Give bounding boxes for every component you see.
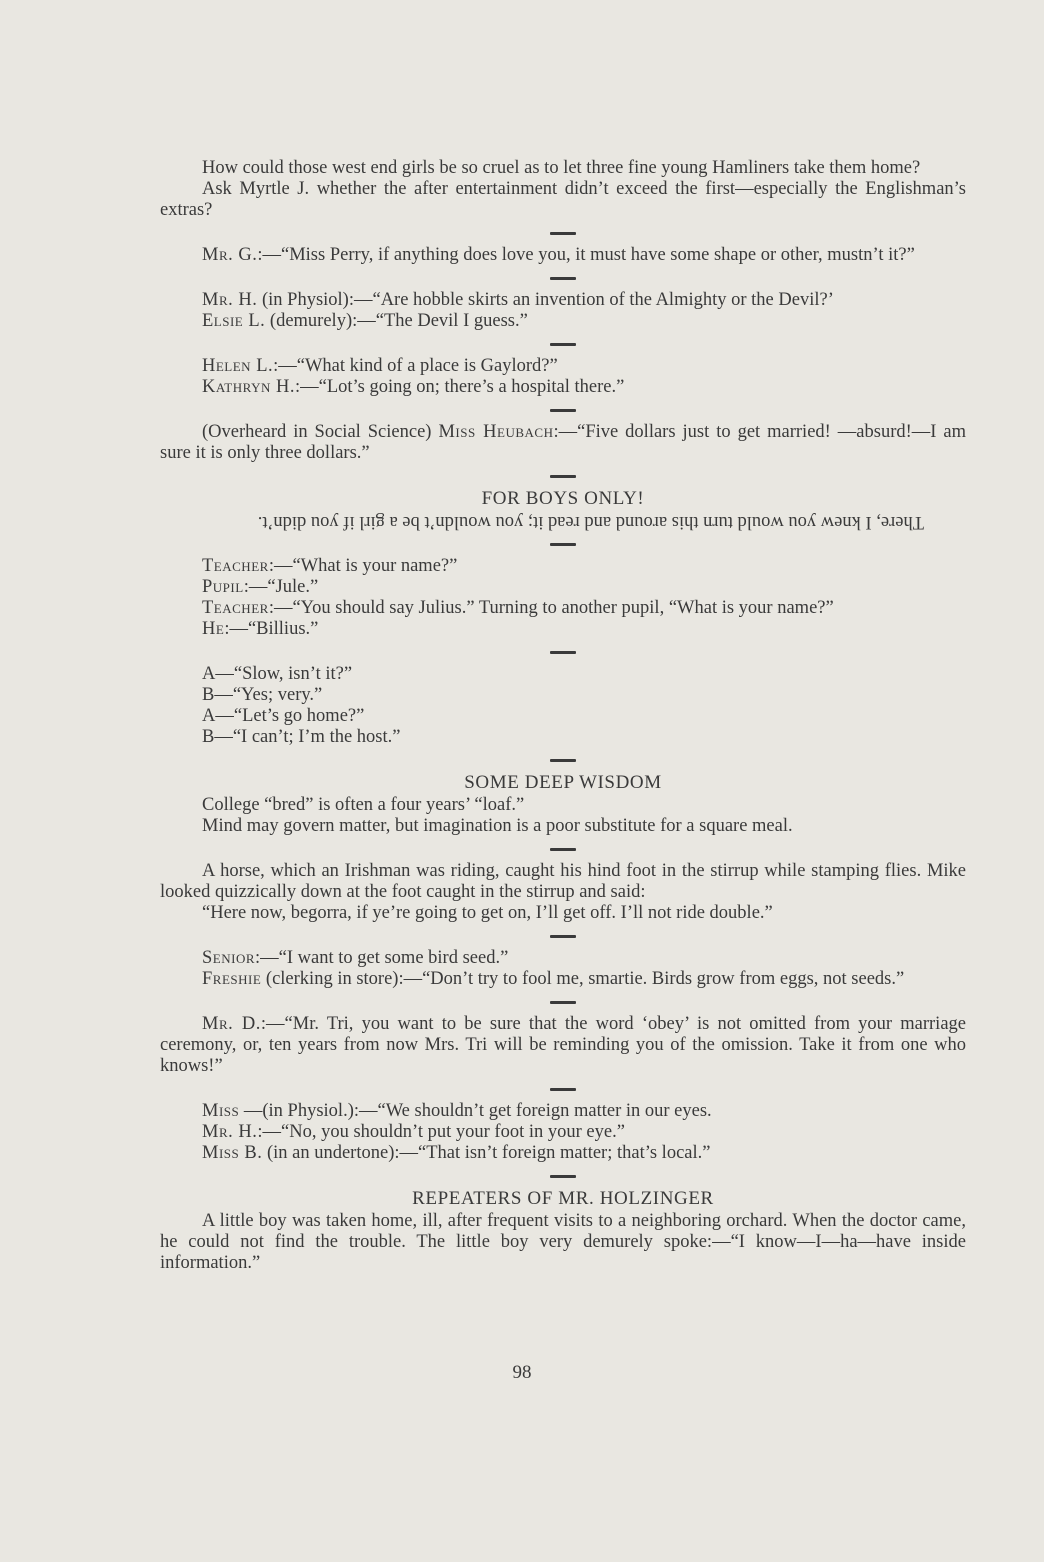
speaker: Teacher [202,556,269,576]
wisdom-line: College “bred” is often a four years’ “loaf.” [202,795,525,815]
dialogue: :—“Mr. Tri, you want to be sure that the word ‘obey’ is not omitted from your marriage ceremony, or, ten years from now Mrs. Tri will be reminding you of the omission. Take it from one who knows!” [160,1014,966,1076]
divider [160,336,966,353]
divider [160,536,966,553]
divider [160,841,966,858]
speaker: Miss [202,1101,240,1121]
dialogue-line: B—“I can’t; I’m the host.” [202,727,401,747]
dialogue: (in Physiol):—“Are hobble skirts an invention of the Almighty or the Devil?’ [257,290,834,310]
divider [160,644,966,661]
dialogue-line [160,377,966,398]
dialogue: :—“What kind of a place is Gaylord?” [273,356,558,376]
section-heading: REPEATERS OF MR. HOLZINGER [412,1188,714,1209]
dialogue-line [160,1101,966,1122]
dialogue-line [160,311,966,332]
dialogue-line [160,1143,966,1164]
joke-horse: A horse, which an Irishman was riding, caught his hind foot in the stirrup while stamping flies. Mike looked quizzically down at the foot caught in the stirrup and said: [160,861,966,902]
page-content [160,158,966,1274]
section-heading: SOME DEEP WISDOM [464,772,662,793]
speaker: Kathryn H. [202,377,295,397]
speaker: Mr. D. [202,1014,261,1034]
dialogue-line: B—“Yes; very.” [202,685,323,705]
divider [160,1168,966,1185]
divider [160,468,966,485]
joke-social-science: (Overheard in Social Science) Miss Heubach:—“Five dollars just to get married! —absurd!—I am sure it is only three dollars.” [160,422,967,463]
dialogue: (in an undertone):—“That isn’t foreign matter; that’s local.” [262,1143,711,1163]
dialogue-line: A—“Let’s go home?” [202,706,365,726]
speaker: Miss Heubach [438,422,554,442]
speaker: Teacher [202,598,269,618]
speaker: He [202,619,225,639]
divider [160,225,966,242]
divider [160,402,966,419]
joke-marriage [160,1014,966,1077]
dialogue-line [160,356,966,377]
dialogue-line [160,290,966,311]
dialogue: —(in Physiol.):—“We shouldn’t get foreign matter in our eyes. [239,1101,712,1121]
dialogue: :—“No, you shouldn’t put your foot in your eye.” [257,1122,625,1142]
dialogue-line [160,1122,966,1143]
dialogue: :—“Lot’s going on; there’s a hospital there.” [294,377,625,397]
dialogue: :—“What is your name?” [268,556,458,576]
dialogue: :—“I want to get some bird seed.” [255,948,509,968]
divider [160,752,966,769]
speaker: Mr. H. [202,290,258,310]
dialogue: :—“You should say Julius.” Turning to another pupil, “What is your name?” [268,598,834,618]
divider [160,1081,966,1098]
speaker: Pupil [202,577,244,597]
speaker: Helen L. [202,356,274,376]
wisdom-line: Mind may govern matter, but imagination is a poor substitute for a square meal. [202,816,793,836]
dialogue-line [160,556,966,577]
dialogue-line [160,969,966,990]
dialogue-line: A—“Slow, isn’t it?” [202,664,353,684]
dialogue: :—“Five dollars just to get married! —absurd!—I am sure it is only three dollars.” [160,422,967,463]
speaker: Senior [202,948,256,968]
dialogue-line [160,598,966,619]
joke-perry [160,245,966,266]
dialogue-line [160,948,966,969]
dialogue: (demurely):—“The Devil I guess.” [265,311,528,331]
page-number: 98 [512,1362,532,1383]
dialogue-line [160,619,966,640]
upside-down-text [160,511,966,532]
speaker: Mr. G. [202,245,258,265]
dialogue-line [160,577,966,598]
joke-myrtle: Ask Myrtle J. whether the after entertainment didn’t exceed the first—especially the Englishman’s extras? [160,179,966,220]
dialogue: :—“Jule.” [243,577,319,597]
speaker: Freshie [202,969,262,989]
divider [160,994,966,1011]
divider [160,270,966,287]
section-heading: FOR BOYS ONLY! [481,488,645,509]
dialogue: :—“Billius.” [224,619,319,639]
speaker: Miss B. [202,1143,263,1163]
dialogue: (clerking in store):—“Don’t try to fool me, smartie. Birds grow from eggs, not seeds.” [261,969,905,989]
divider [160,928,966,945]
speaker: Mr. H. [202,1122,258,1142]
speaker: Elsie L. [202,311,266,331]
joke-west-end: How could those west end girls be so cruel as to let three fine young Hamliners take them home? [202,158,921,178]
upside-down-line: There, I knew you would turn this around and read it; you wouldn’t be a girl if you didn’t. [257,512,924,532]
dialogue: :—“Miss Perry, if anything does love you, it must have some shape or other, mustn’t it?” [257,245,915,265]
joke-horse-quote: “Here now, begorra, if ye’re going to get on, I’ll get off. I’ll not ride double.” [202,903,773,923]
joke-orchard: A little boy was taken home, ill, after frequent visits to a neighboring orchard. When the doctor came, he could not find the trouble. The little boy very demurely spoke:—“I know—I—ha—have inside information.” [160,1211,966,1273]
